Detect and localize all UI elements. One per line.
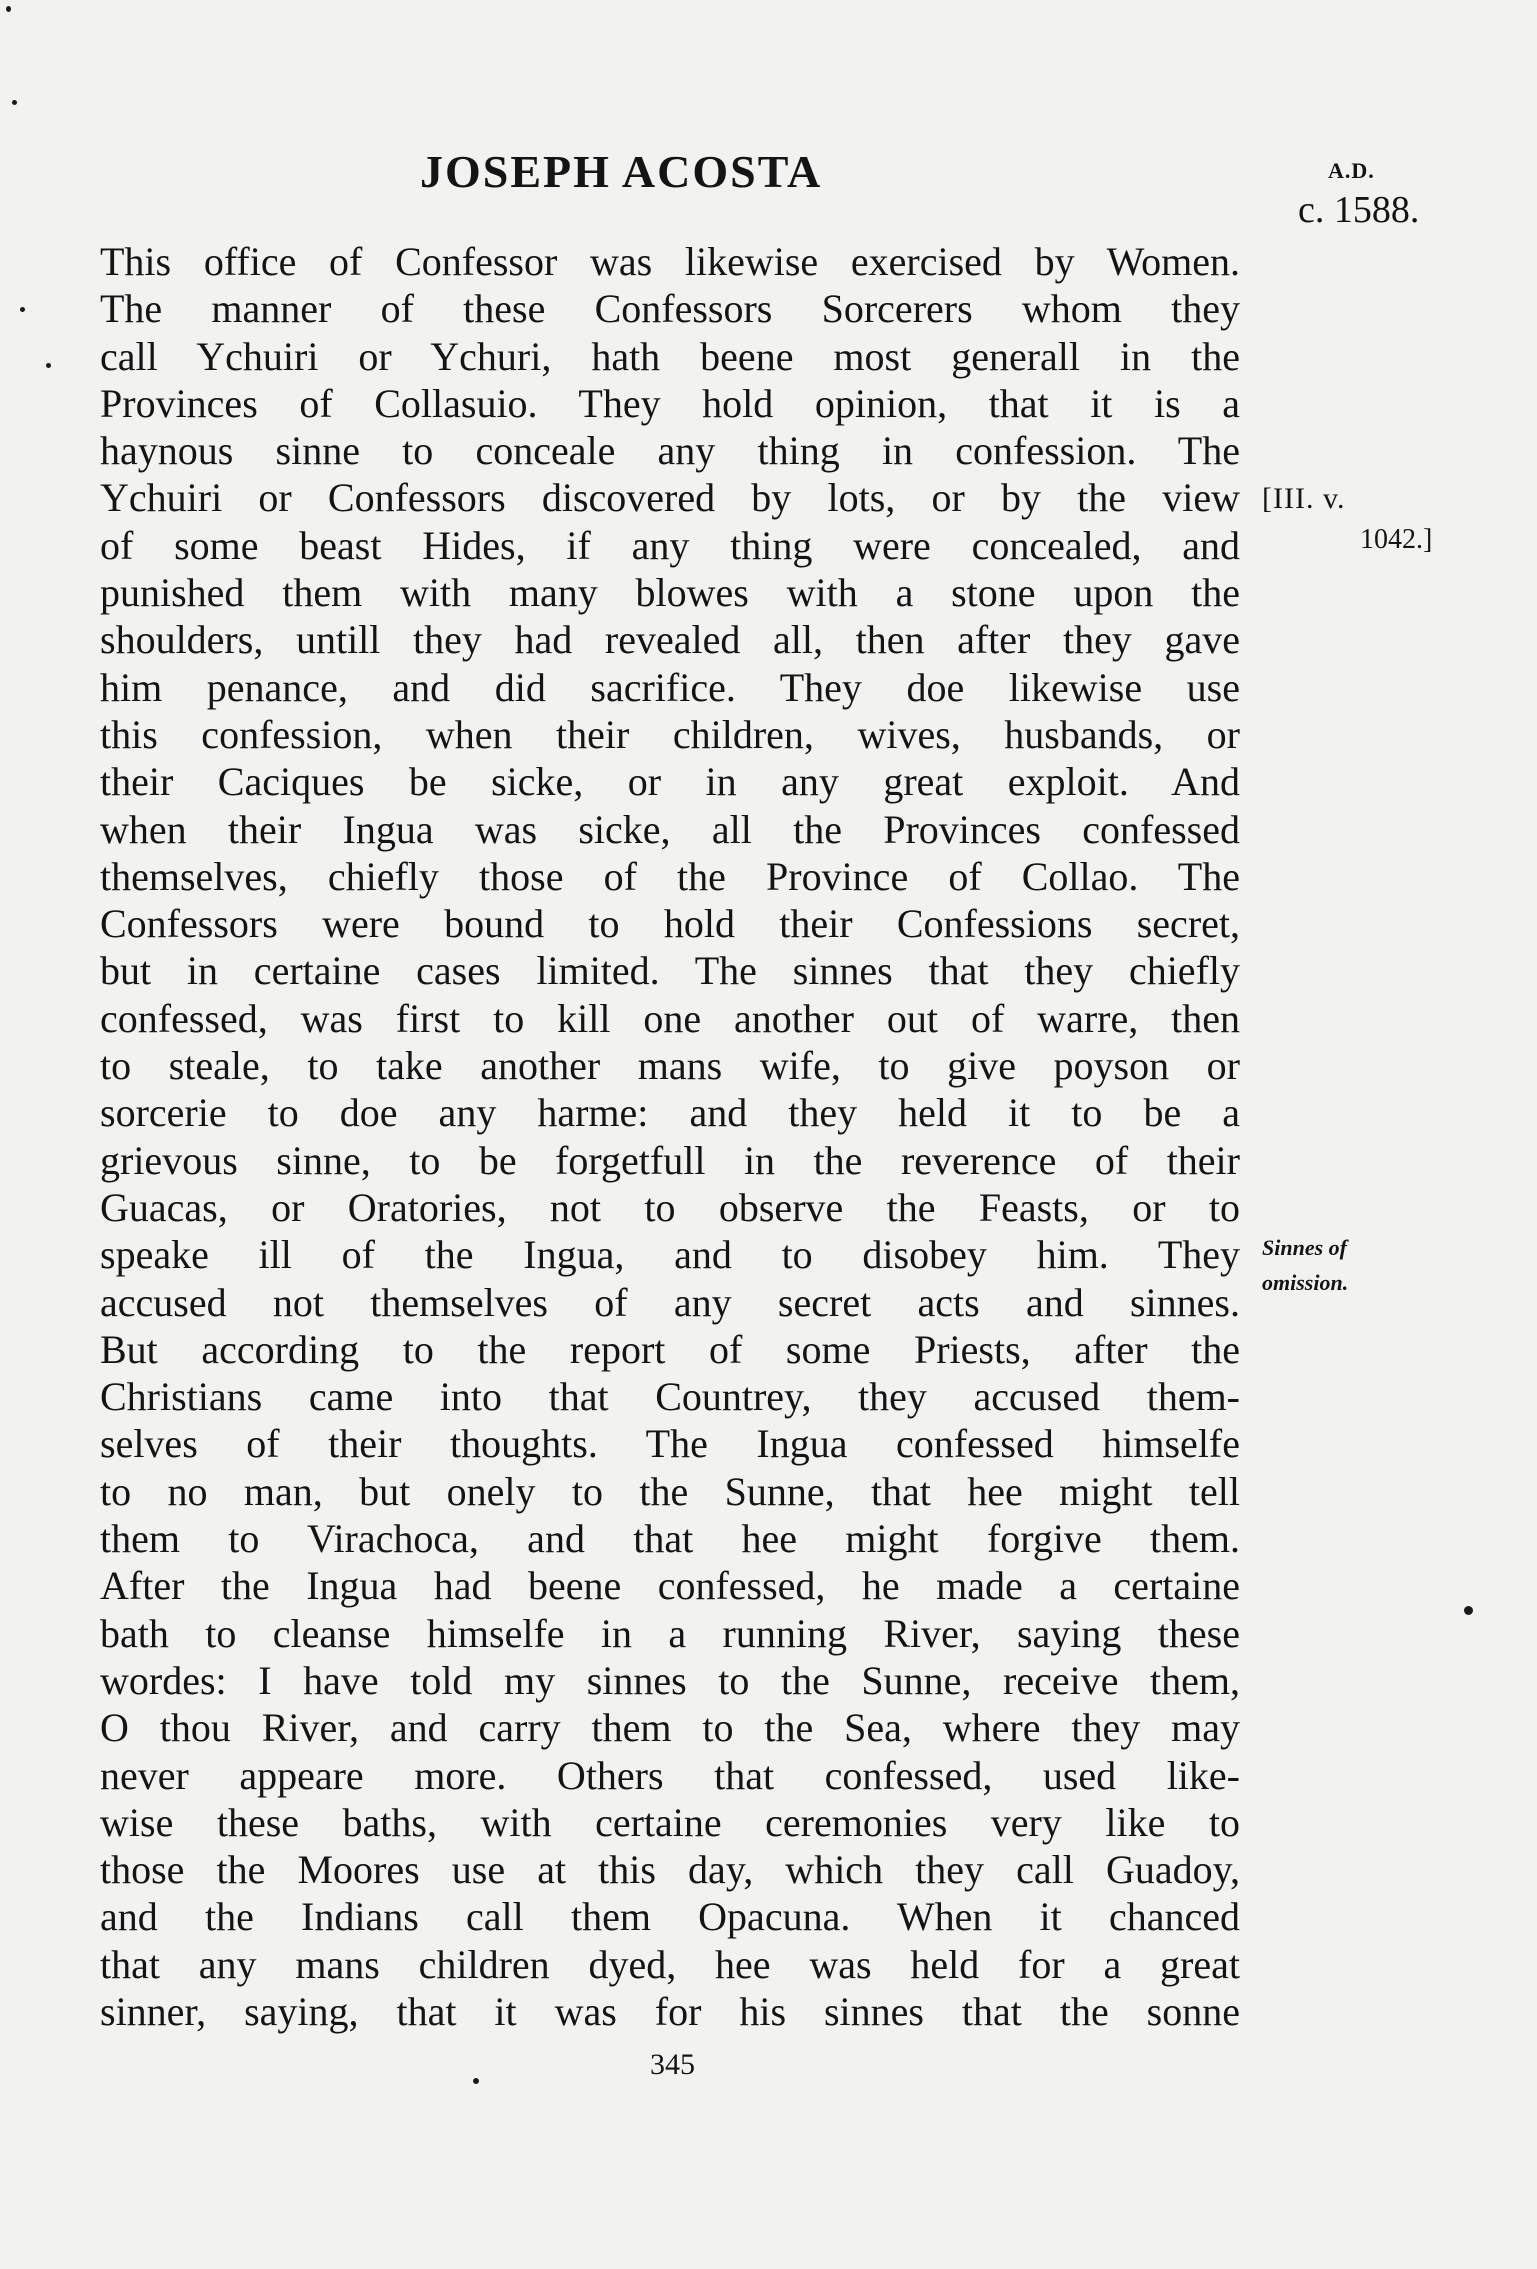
text-line: sorcerie to doe any harme: and they held it to be a: [100, 1090, 1240, 1136]
text-line: call Ychuiri or Ychuri, hath beene most generall in the: [100, 333, 1240, 379]
text-line: The manner of these Confessors Sorcerers whom they: [100, 286, 1240, 332]
speck-mark: [46, 363, 51, 368]
side-note: Sinnes of: [1262, 1235, 1347, 1260]
speck-mark: [20, 307, 25, 312]
date-label: c. 1588.: [1298, 189, 1420, 231]
running-title: JOSEPH ACOSTA: [420, 146, 823, 197]
text-line: Ychuiri or Confessors discovered by lots, or by the view: [100, 475, 1240, 521]
text-line: selves of their thoughts. The Ingua confessed himselfe: [100, 1421, 1240, 1467]
text-line: that any mans children dyed, hee was held for a great: [100, 1941, 1240, 1987]
text-line: confessed, was first to kill one another out of warre, then: [100, 995, 1240, 1041]
text-line: to steale, to take another mans wife, to give poyson or: [100, 1043, 1240, 1089]
text-line: themselves, chiefly those of the Province of Collao. The: [100, 853, 1240, 899]
text-line: never appeare more. Others that confessed, used like-: [100, 1752, 1240, 1798]
text-line: punished them with many blowes with a stone upon the: [100, 570, 1240, 616]
text-line: him penance, and did sacrifice. They doe likewise use: [100, 664, 1240, 710]
speck-mark: [1464, 1606, 1473, 1615]
text-line: wordes: I have told my sinnes to the Sunne, receive them,: [100, 1657, 1240, 1703]
text-line: wise these baths, with certaine ceremonies very like to: [100, 1799, 1240, 1845]
speck-mark: [473, 2078, 479, 2084]
margin-reference: [III. v.: [1262, 482, 1346, 515]
text-line: sinner, saying, that it was for his sinnes that the sonne: [100, 1988, 1240, 2034]
era-label: A.D.: [1328, 158, 1375, 183]
speck-mark: [12, 100, 17, 105]
margin-reference: 1042.]: [1360, 524, 1433, 555]
side-note: omission.: [1262, 1270, 1349, 1295]
text-line: Guacas, or Oratories, not to observe the Feasts, or to: [100, 1184, 1240, 1230]
text-line: of some beast Hides, if any thing were concealed, and: [100, 522, 1240, 568]
text-line: Christians came into that Countrey, they accused them-: [100, 1374, 1240, 1420]
text-line: After the Ingua had beene confessed, he made a certaine: [100, 1563, 1240, 1609]
text-line: them to Virachoca, and that hee might forgive them.: [100, 1516, 1240, 1562]
text-line: bath to cleanse himselfe in a running River, saying these: [100, 1610, 1240, 1656]
text-line: But according to the report of some Priests, after the: [100, 1326, 1240, 1372]
text-line: speake ill of the Ingua, and to disobey him. They: [100, 1232, 1240, 1278]
text-line: to no man, but onely to the Sunne, that hee might tell: [100, 1468, 1240, 1514]
text-line: Confessors were bound to hold their Confessions secret,: [100, 901, 1240, 947]
text-line: when their Ingua was sicke, all the Provinces confessed: [100, 806, 1240, 852]
text-line: haynous sinne to conceale any thing in confession. The: [100, 428, 1240, 474]
text-line: This office of Confessor was likewise exercised by Women.: [100, 239, 1240, 284]
text-line: grievous sinne, to be forgetfull in the reverence of their: [100, 1137, 1240, 1183]
text-line: those the Moores use at this day, which they call Guadoy,: [100, 1847, 1240, 1893]
text-line: but in certaine cases limited. The sinnes that they chiefly: [100, 948, 1240, 994]
text-line: this confession, when their children, wives, husbands, or: [100, 711, 1240, 757]
text-line: shoulders, untill they had revealed all, then after they gave: [100, 617, 1240, 663]
speck-mark: [6, 6, 11, 12]
text-line: accused not themselves of any secret acts and sinnes.: [100, 1279, 1240, 1325]
text-line: Provinces of Collasuio. They hold opinion, that it is a: [100, 380, 1240, 426]
text-line: O thou River, and carry them to the Sea, where they may: [100, 1705, 1240, 1751]
page-number: 345: [650, 2048, 695, 2081]
body-text: [100, 238, 1240, 2035]
text-line: and the Indians call them Opacuna. When it chanced: [100, 1894, 1240, 1940]
text-line: their Caciques be sicke, or in any great exploit. And: [100, 759, 1240, 805]
